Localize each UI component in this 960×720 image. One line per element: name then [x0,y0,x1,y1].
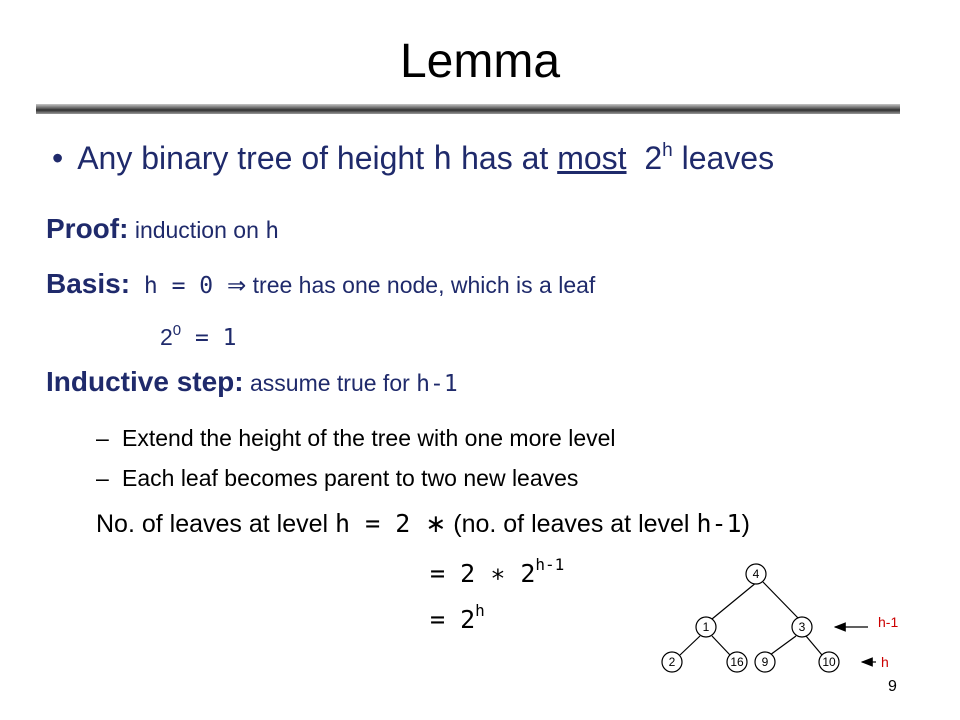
tree-leaf-label: 10 [822,655,836,669]
inductive-label: Inductive step: [46,366,244,397]
tree-edge [763,582,799,619]
bullet-marker: • [52,140,64,176]
level-label-h: h [881,654,889,670]
basis-eq-exp: 0 [172,322,182,339]
basis-text: tree has one node, which is a leaf [246,272,596,298]
eq3-exp: h [475,601,485,620]
level-label-h-minus-1: h-1 [878,614,899,630]
inductive-var: h-1 [416,371,458,397]
eq2-exp: h-1 [535,555,565,574]
statement-most: most [557,140,627,176]
count-close: ) [741,510,750,538]
eq2-star: ∗ [490,559,506,588]
dash-text: Extend the height of the tree with one more level [122,425,616,451]
count-var-hm1: h-1 [696,509,742,538]
implies-symbol: ⇒ [226,272,247,298]
statement-var-h: h [432,139,453,177]
tree-edge [712,582,757,619]
eq3-lead: = 2 [430,605,476,634]
proof-label: Proof: [46,213,129,244]
page-number: 9 [888,678,897,695]
tree-node-label: 4 [752,567,760,581]
count-var-h: h [335,509,351,538]
tree-leaf-label: 9 [761,655,769,669]
eq2-base: 2 [505,559,536,588]
tree-edge [806,636,822,655]
basis-eq-rest: = 1 [181,325,237,351]
statement-base: 2 [644,140,663,176]
eq2-lead: = 2 [430,559,491,588]
tree-edge [770,636,796,655]
dash-marker: – [96,465,109,491]
inductive-text: assume true for [243,370,417,396]
statement-text-b: has at [452,140,558,176]
statement-text-c: leaves [672,140,775,176]
count-text-a: No. of leaves at level [96,510,336,538]
basis-expr: h = 0 [130,273,227,299]
basis-label: Basis: [46,268,131,299]
tree-edge [712,636,730,655]
count-text-b: (no. of leaves at level [446,510,697,538]
tree-leaf-label: 2 [668,655,676,669]
statement-exp: h [662,140,673,161]
count-eq: = 2 [350,509,426,538]
tree-edge [680,636,700,655]
statement-text-a: Any binary tree of height [77,140,433,176]
basis-eq-base: 2 [160,324,173,350]
count-star: ∗ [425,510,447,538]
tree-node-label: 1 [702,620,710,634]
dash-marker: – [96,425,109,451]
proof-var-h: h [265,218,280,244]
slide-title: Lemma [399,35,561,88]
tree-node-label: 3 [798,620,806,634]
dash-text: Each leaf becomes parent to two new leaves [122,465,579,491]
proof-text: induction on [128,217,266,243]
tree-leaf-label: 16 [730,655,744,669]
